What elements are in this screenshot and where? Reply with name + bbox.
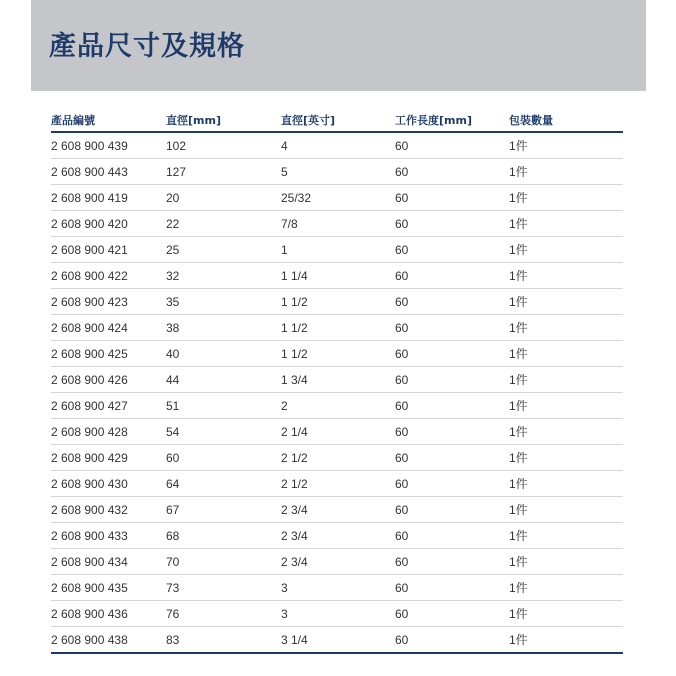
diameter-mm-cell: 68 [166, 523, 281, 549]
diameter-mm-cell: 40 [166, 341, 281, 367]
package-quantity-cell: 1件 [509, 601, 623, 627]
diameter-inch-cell: 7/8 [281, 211, 395, 237]
package-quantity-cell: 1件 [509, 419, 623, 445]
product-code-cell: 2 608 900 432 [51, 497, 166, 523]
product-code-cell: 2 608 900 424 [51, 315, 166, 341]
table-body [51, 132, 623, 653]
package-quantity-cell: 1件 [509, 341, 623, 367]
diameter-inch-cell: 4 [281, 132, 395, 159]
diameter-inch-cell: 2 1/2 [281, 471, 395, 497]
diameter-inch-cell: 1 1/2 [281, 289, 395, 315]
product-code-cell: 2 608 900 426 [51, 367, 166, 393]
column-header-diameter-inch: 直徑[英寸] [281, 109, 395, 132]
table-row [51, 132, 623, 159]
product-code-cell: 2 608 900 419 [51, 185, 166, 211]
table-row [51, 393, 623, 419]
diameter-inch-cell: 2 1/2 [281, 445, 395, 471]
product-code-cell: 2 608 900 435 [51, 575, 166, 601]
table-row [51, 471, 623, 497]
table-row [51, 627, 623, 654]
working-length-cell: 60 [395, 575, 509, 601]
diameter-mm-cell: 64 [166, 471, 281, 497]
working-length-cell: 60 [395, 315, 509, 341]
diameter-mm-cell: 54 [166, 419, 281, 445]
working-length-cell: 60 [395, 471, 509, 497]
diameter-inch-cell: 2 [281, 393, 395, 419]
table-row [51, 315, 623, 341]
working-length-cell: 60 [395, 497, 509, 523]
working-length-cell: 60 [395, 445, 509, 471]
table-row [51, 497, 623, 523]
spec-table [51, 109, 623, 654]
working-length-cell: 60 [395, 211, 509, 237]
column-header-diameter-mm: 直徑[mm] [166, 109, 281, 132]
diameter-mm-cell: 25 [166, 237, 281, 263]
package-quantity-cell: 1件 [509, 627, 623, 654]
diameter-inch-cell: 1 1/4 [281, 263, 395, 289]
product-code-cell: 2 608 900 434 [51, 549, 166, 575]
column-header-product-code: 產品編號 [51, 109, 166, 132]
table-row [51, 159, 623, 185]
package-quantity-cell: 1件 [509, 549, 623, 575]
product-code-cell: 2 608 900 433 [51, 523, 166, 549]
diameter-mm-cell: 76 [166, 601, 281, 627]
diameter-mm-cell: 32 [166, 263, 281, 289]
diameter-mm-cell: 127 [166, 159, 281, 185]
diameter-inch-cell: 2 3/4 [281, 497, 395, 523]
package-quantity-cell: 1件 [509, 523, 623, 549]
diameter-inch-cell: 3 [281, 601, 395, 627]
header-band [31, 0, 646, 91]
working-length-cell: 60 [395, 263, 509, 289]
package-quantity-cell: 1件 [509, 393, 623, 419]
table-row [51, 419, 623, 445]
page-title: 產品尺寸及規格 [49, 31, 245, 62]
package-quantity-cell: 1件 [509, 289, 623, 315]
product-code-cell: 2 608 900 443 [51, 159, 166, 185]
diameter-inch-cell: 1 [281, 237, 395, 263]
diameter-mm-cell: 38 [166, 315, 281, 341]
diameter-inch-cell: 25/32 [281, 185, 395, 211]
column-header-package-quantity: 包裝數量 [509, 109, 623, 132]
diameter-inch-cell: 5 [281, 159, 395, 185]
diameter-mm-cell: 67 [166, 497, 281, 523]
package-quantity-cell: 1件 [509, 367, 623, 393]
diameter-mm-cell: 102 [166, 132, 281, 159]
table-row [51, 263, 623, 289]
product-code-cell: 2 608 900 439 [51, 132, 166, 159]
package-quantity-cell: 1件 [509, 159, 623, 185]
package-quantity-cell: 1件 [509, 497, 623, 523]
working-length-cell: 60 [395, 341, 509, 367]
column-header-working-length: 工作長度[mm] [395, 109, 509, 132]
working-length-cell: 60 [395, 367, 509, 393]
working-length-cell: 60 [395, 627, 509, 654]
package-quantity-cell: 1件 [509, 132, 623, 159]
working-length-cell: 60 [395, 601, 509, 627]
working-length-cell: 60 [395, 523, 509, 549]
diameter-inch-cell: 3 1/4 [281, 627, 395, 654]
table-row [51, 237, 623, 263]
product-code-cell: 2 608 900 421 [51, 237, 166, 263]
diameter-mm-cell: 51 [166, 393, 281, 419]
table-row [51, 211, 623, 237]
diameter-inch-cell: 2 1/4 [281, 419, 395, 445]
diameter-mm-cell: 60 [166, 445, 281, 471]
diameter-inch-cell: 1 1/2 [281, 341, 395, 367]
table-row [51, 523, 623, 549]
diameter-mm-cell: 73 [166, 575, 281, 601]
diameter-inch-cell: 2 3/4 [281, 549, 395, 575]
working-length-cell: 60 [395, 237, 509, 263]
table-row [51, 341, 623, 367]
product-code-cell: 2 608 900 427 [51, 393, 166, 419]
package-quantity-cell: 1件 [509, 471, 623, 497]
working-length-cell: 60 [395, 393, 509, 419]
package-quantity-cell: 1件 [509, 263, 623, 289]
product-code-cell: 2 608 900 428 [51, 419, 166, 445]
package-quantity-cell: 1件 [509, 211, 623, 237]
table-row [51, 367, 623, 393]
package-quantity-cell: 1件 [509, 315, 623, 341]
working-length-cell: 60 [395, 549, 509, 575]
package-quantity-cell: 1件 [509, 575, 623, 601]
product-code-cell: 2 608 900 429 [51, 445, 166, 471]
diameter-inch-cell: 1 3/4 [281, 367, 395, 393]
product-code-cell: 2 608 900 436 [51, 601, 166, 627]
diameter-mm-cell: 35 [166, 289, 281, 315]
product-code-cell: 2 608 900 420 [51, 211, 166, 237]
working-length-cell: 60 [395, 132, 509, 159]
diameter-mm-cell: 83 [166, 627, 281, 654]
product-code-cell: 2 608 900 423 [51, 289, 166, 315]
diameter-mm-cell: 44 [166, 367, 281, 393]
diameter-inch-cell: 3 [281, 575, 395, 601]
table-row [51, 289, 623, 315]
table-row [51, 185, 623, 211]
working-length-cell: 60 [395, 289, 509, 315]
package-quantity-cell: 1件 [509, 237, 623, 263]
diameter-inch-cell: 1 1/2 [281, 315, 395, 341]
diameter-inch-cell: 2 3/4 [281, 523, 395, 549]
table-header-row [51, 109, 623, 132]
diameter-mm-cell: 22 [166, 211, 281, 237]
table-row [51, 601, 623, 627]
working-length-cell: 60 [395, 419, 509, 445]
product-code-cell: 2 608 900 422 [51, 263, 166, 289]
table-row [51, 549, 623, 575]
package-quantity-cell: 1件 [509, 445, 623, 471]
product-code-cell: 2 608 900 438 [51, 627, 166, 654]
product-code-cell: 2 608 900 430 [51, 471, 166, 497]
table-row [51, 445, 623, 471]
table-row [51, 575, 623, 601]
diameter-mm-cell: 70 [166, 549, 281, 575]
working-length-cell: 60 [395, 159, 509, 185]
diameter-mm-cell: 20 [166, 185, 281, 211]
product-code-cell: 2 608 900 425 [51, 341, 166, 367]
working-length-cell: 60 [395, 185, 509, 211]
package-quantity-cell: 1件 [509, 185, 623, 211]
